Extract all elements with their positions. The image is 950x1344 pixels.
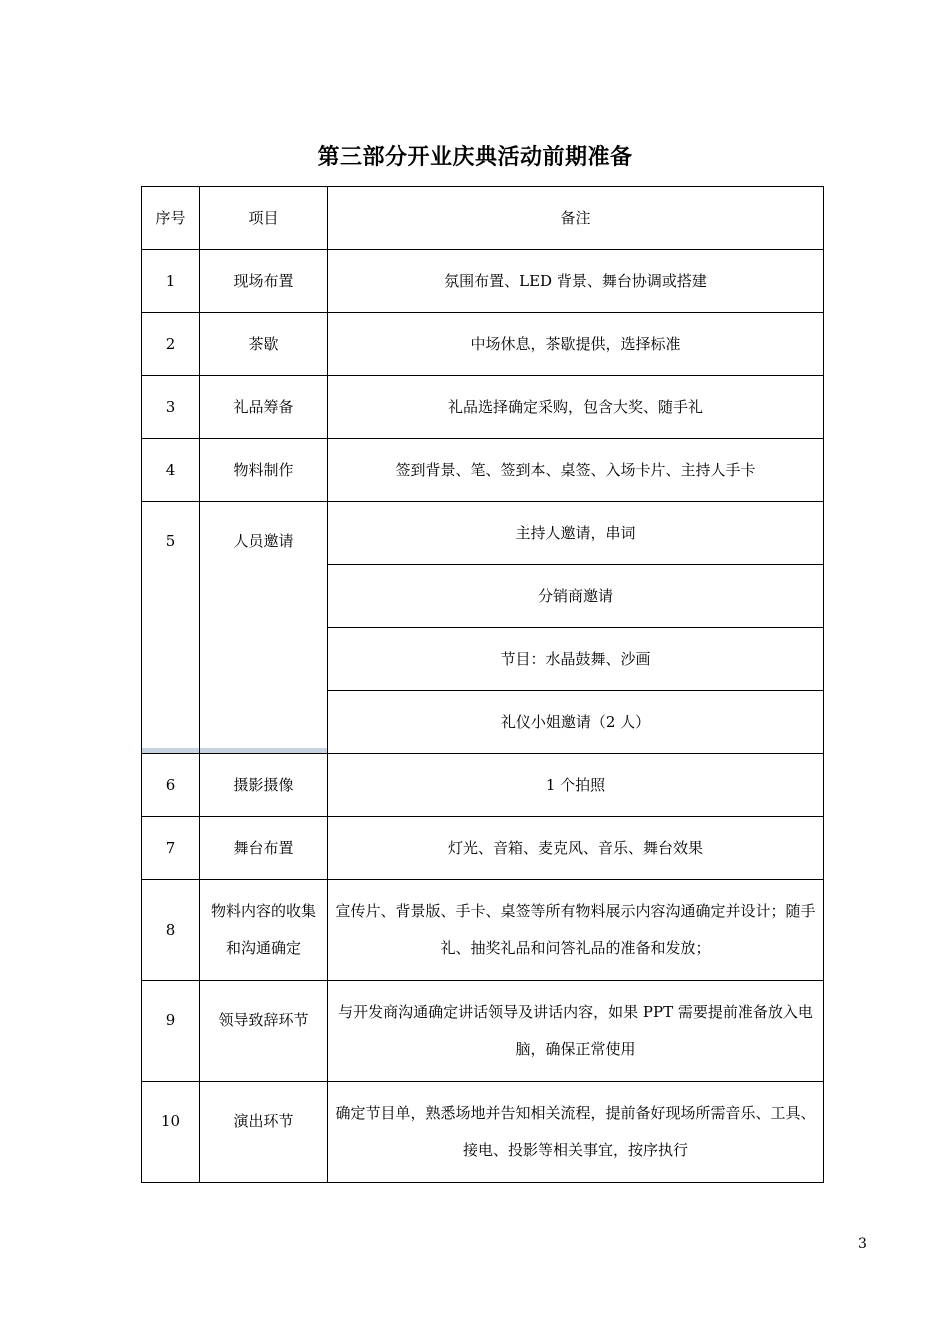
- table-row: [142, 250, 824, 313]
- row-item: 现场布置: [200, 250, 328, 313]
- row-num: 10: [160, 1112, 181, 1130]
- table-row: [142, 880, 824, 981]
- header-notes: 备注: [328, 187, 824, 250]
- row-item: 舞台布置: [200, 817, 328, 880]
- row-notes: 与开发商沟通确定讲话领导及讲话内容，如果 PPT 需要提前准备放入电脑，确保正常使用: [328, 981, 824, 1082]
- row-num: 4: [142, 439, 200, 502]
- row-notes: 礼仪小姐邀请（2 人）: [328, 691, 824, 754]
- row-num: 2: [142, 313, 200, 376]
- table-row: [142, 439, 824, 502]
- cell-shading: [142, 748, 199, 753]
- row-num-cell: [142, 502, 200, 754]
- row-num: 9: [165, 1011, 176, 1029]
- page-title: 第三部分开业庆典活动前期准备: [317, 145, 633, 170]
- cell-shading: [200, 748, 327, 753]
- table-row: [142, 817, 824, 880]
- table-row: [142, 1082, 824, 1183]
- row-notes: 灯光、音箱、麦克风、音乐、舞台效果: [328, 817, 824, 880]
- row-num-cell: [142, 1082, 200, 1183]
- table-row: [142, 754, 824, 817]
- row-item: 物料制作: [200, 439, 328, 502]
- table-header-row: [142, 187, 824, 250]
- row-notes: 节目：水晶鼓舞、沙画: [328, 628, 824, 691]
- row-item: 礼品筹备: [200, 376, 328, 439]
- row-num: 8: [142, 880, 200, 981]
- row-notes: 氛围布置、LED 背景、舞台协调或搭建: [328, 250, 824, 313]
- row-item: 茶歇: [200, 313, 328, 376]
- row-num: 1: [142, 250, 200, 313]
- table-row: [142, 981, 824, 1082]
- row-notes: 主持人邀请，串词: [328, 502, 824, 565]
- row-item-cell: [200, 981, 328, 1082]
- row-item-cell: [200, 1082, 328, 1183]
- header-item: 项目: [200, 187, 328, 250]
- table-row: [142, 376, 824, 439]
- row-item: 演出环节: [233, 1112, 294, 1130]
- row-num-cell: [142, 981, 200, 1082]
- row-notes: 分销商邀请: [328, 565, 824, 628]
- row-item: 领导致辞环节: [218, 1011, 309, 1029]
- page-number: 3: [858, 1236, 867, 1252]
- row-notes: 中场休息，茶歇提供，选择标准: [328, 313, 824, 376]
- row-num: 5: [165, 532, 176, 550]
- table-row: [142, 502, 824, 565]
- row-notes: 签到背景、笔、签到本、桌签、入场卡片、主持人手卡: [328, 439, 824, 502]
- preparation-table: [141, 186, 824, 1183]
- row-notes: 确定节目单，熟悉场地并告知相关流程，提前备好现场所需音乐、工具、接电、投影等相关事宜，按序执行: [328, 1082, 824, 1183]
- row-notes: 宣传片、背景版、手卡、桌签等所有物料展示内容沟通确定并设计；随手礼、抽奖礼品和问答礼品的准备和发放；: [328, 880, 824, 981]
- row-num: 3: [142, 376, 200, 439]
- row-item: 人员邀请: [233, 532, 294, 550]
- row-notes: 礼品选择确定采购，包含大奖、随手礼: [328, 376, 824, 439]
- row-item: 物料内容的收集和沟通确定: [200, 880, 328, 981]
- header-seq: 序号: [142, 187, 200, 250]
- row-item-cell: [200, 502, 328, 754]
- row-item: 摄影摄像: [200, 754, 328, 817]
- table-row: [142, 313, 824, 376]
- row-num: 6: [142, 754, 200, 817]
- row-notes: 1 个拍照: [328, 754, 824, 817]
- row-num: 7: [142, 817, 200, 880]
